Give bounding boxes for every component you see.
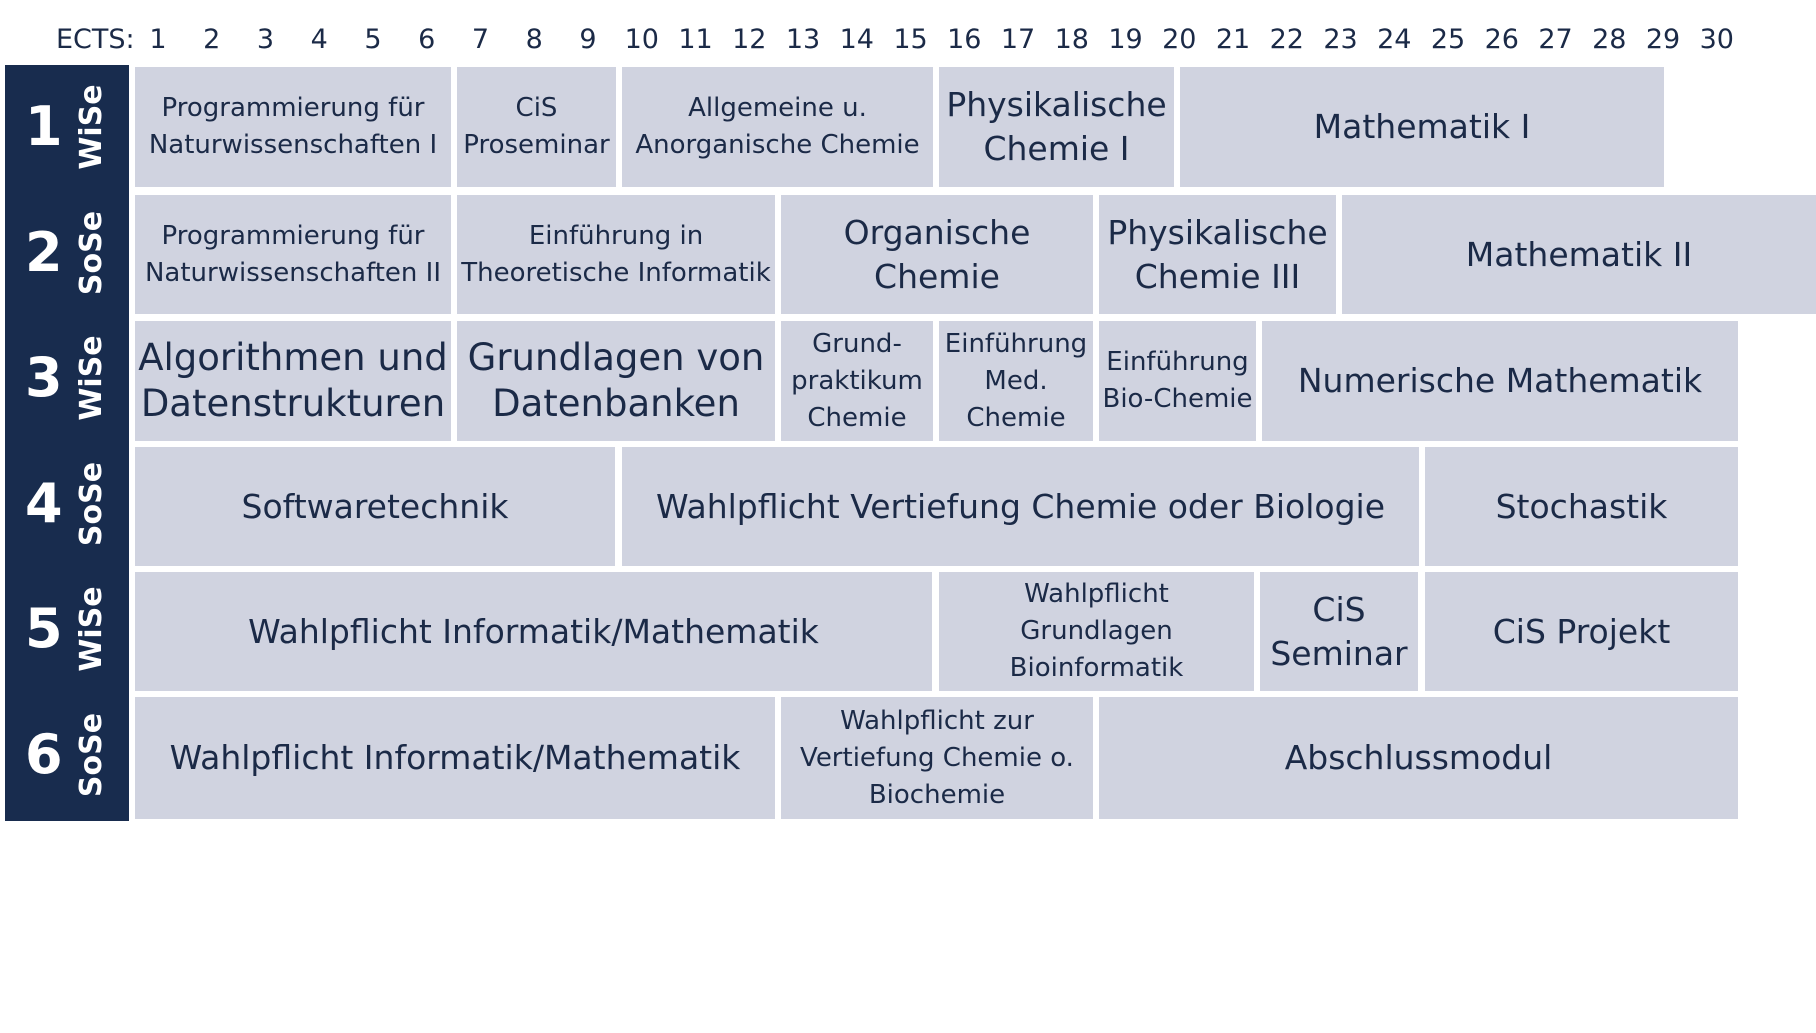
module-mathematik-2: Mathematik II xyxy=(1342,195,1816,314)
ects-number: 13 xyxy=(785,24,821,55)
module-cis-seminar: CiS Seminar xyxy=(1260,572,1418,691)
semester-number-1: 1 xyxy=(25,95,63,158)
ects-label: ECTS: xyxy=(56,24,135,55)
ects-number: 29 xyxy=(1645,24,1681,55)
ects-number: 23 xyxy=(1323,24,1358,55)
ects-number: 15 xyxy=(893,24,928,55)
module-cis-proseminar: CiS Proseminar xyxy=(457,67,616,187)
module-einfuehrung-bio-chemie: Einführung Bio-Chemie xyxy=(1099,321,1256,441)
module-algorithmen-datenstrukturen: Algorithmen und Datenstrukturen xyxy=(135,321,451,441)
ects-number: 28 xyxy=(1592,24,1627,55)
semester-term-5: WiSe xyxy=(74,586,109,672)
ects-number: 16 xyxy=(947,24,982,55)
ects-number: 9 xyxy=(579,24,597,55)
semester-number-5: 5 xyxy=(25,597,63,660)
ects-number: 18 xyxy=(1054,24,1089,55)
ects-number: 8 xyxy=(525,24,543,55)
ects-number: 17 xyxy=(1000,24,1036,55)
ects-number: 24 xyxy=(1377,24,1412,55)
module-stochastik: Stochastik xyxy=(1425,447,1738,566)
ects-number: 19 xyxy=(1108,24,1143,55)
ects-number: 25 xyxy=(1430,24,1466,55)
module-wahlpflicht-informatik-mathematik-6: Wahlpflicht Informatik/Mathematik xyxy=(135,697,775,819)
semester-term-6: SoSe xyxy=(74,712,109,798)
semester-term-4: SoSe xyxy=(74,461,109,547)
module-wahlpflicht-bioinformatik: Wahlpflicht Grundlagen Bioinformatik xyxy=(939,572,1254,691)
ects-number: 22 xyxy=(1269,24,1304,55)
module-physikalische-chemie-1: Physikalische Chemie I xyxy=(939,67,1174,187)
ects-number: 11 xyxy=(678,24,713,55)
module-organische-chemie: Organische Chemie xyxy=(781,195,1093,314)
ects-number: 4 xyxy=(310,24,328,55)
semester-sidebar xyxy=(5,65,129,821)
module-wahlpflicht-chemie-biologie: Wahlpflicht Vertiefung Chemie oder Biologie xyxy=(622,447,1419,566)
semester-term-3: WiSe xyxy=(74,335,109,421)
ects-number: 27 xyxy=(1538,24,1573,55)
ects-number: 26 xyxy=(1484,24,1519,55)
ects-number: 1 xyxy=(149,24,167,55)
ects-number: 6 xyxy=(418,24,436,55)
ects-number: 3 xyxy=(256,24,275,55)
module-abschlussmodul: Abschlussmodul xyxy=(1099,697,1738,819)
module-prog-nawi-1: Programmierung für Naturwissenschaften I xyxy=(135,67,451,187)
semester-number-2: 2 xyxy=(25,221,63,284)
module-grundlagen-datenbanken: Grundlagen von Datenbanken xyxy=(457,321,775,441)
semester-term-2: SoSe xyxy=(74,210,109,296)
ects-number: 2 xyxy=(203,24,221,55)
module-physikalische-chemie-3: Physikalische Chemie III xyxy=(1099,195,1336,314)
module-allgemeine-chemie: Allgemeine u. Anorganische Chemie xyxy=(622,67,933,187)
module-wahlpflicht-vertiefung-chemie-biochemie: Wahlpflicht zur Vertiefung Chemie o. Biochemie xyxy=(781,697,1093,819)
module-mathematik-1: Mathematik I xyxy=(1180,67,1664,187)
ects-number: 7 xyxy=(471,24,490,55)
ects-number: 12 xyxy=(732,24,767,55)
module-wahlpflicht-informatik-mathematik-5: Wahlpflicht Informatik/Mathematik xyxy=(135,572,932,691)
semester-term-1: WiSe xyxy=(74,84,109,170)
module-theoretische-informatik: Einführung in Theoretische Informatik xyxy=(457,195,775,314)
module-einfuehrung-med-chemie: Einführung Med. Chemie xyxy=(939,321,1093,441)
semester-number-3: 3 xyxy=(25,346,63,409)
module-grundpraktikum-chemie: Grund- praktikum Chemie xyxy=(781,321,933,441)
module-prog-nawi-2: Programmierung für Naturwissenschaften II xyxy=(135,195,451,314)
semester-number-6: 6 xyxy=(25,723,63,786)
ects-number: 20 xyxy=(1162,24,1197,55)
ects-number: 21 xyxy=(1215,24,1251,55)
ects-number: 10 xyxy=(624,24,659,55)
module-numerische-mathematik: Numerische Mathematik xyxy=(1262,321,1738,441)
module-cis-projekt: CiS Projekt xyxy=(1425,572,1738,691)
semester-number-4: 4 xyxy=(25,472,63,535)
ects-number: 14 xyxy=(839,24,874,55)
module-softwaretechnik: Softwaretechnik xyxy=(135,447,615,566)
ects-number: 30 xyxy=(1699,24,1734,55)
ects-number: 5 xyxy=(364,24,382,55)
